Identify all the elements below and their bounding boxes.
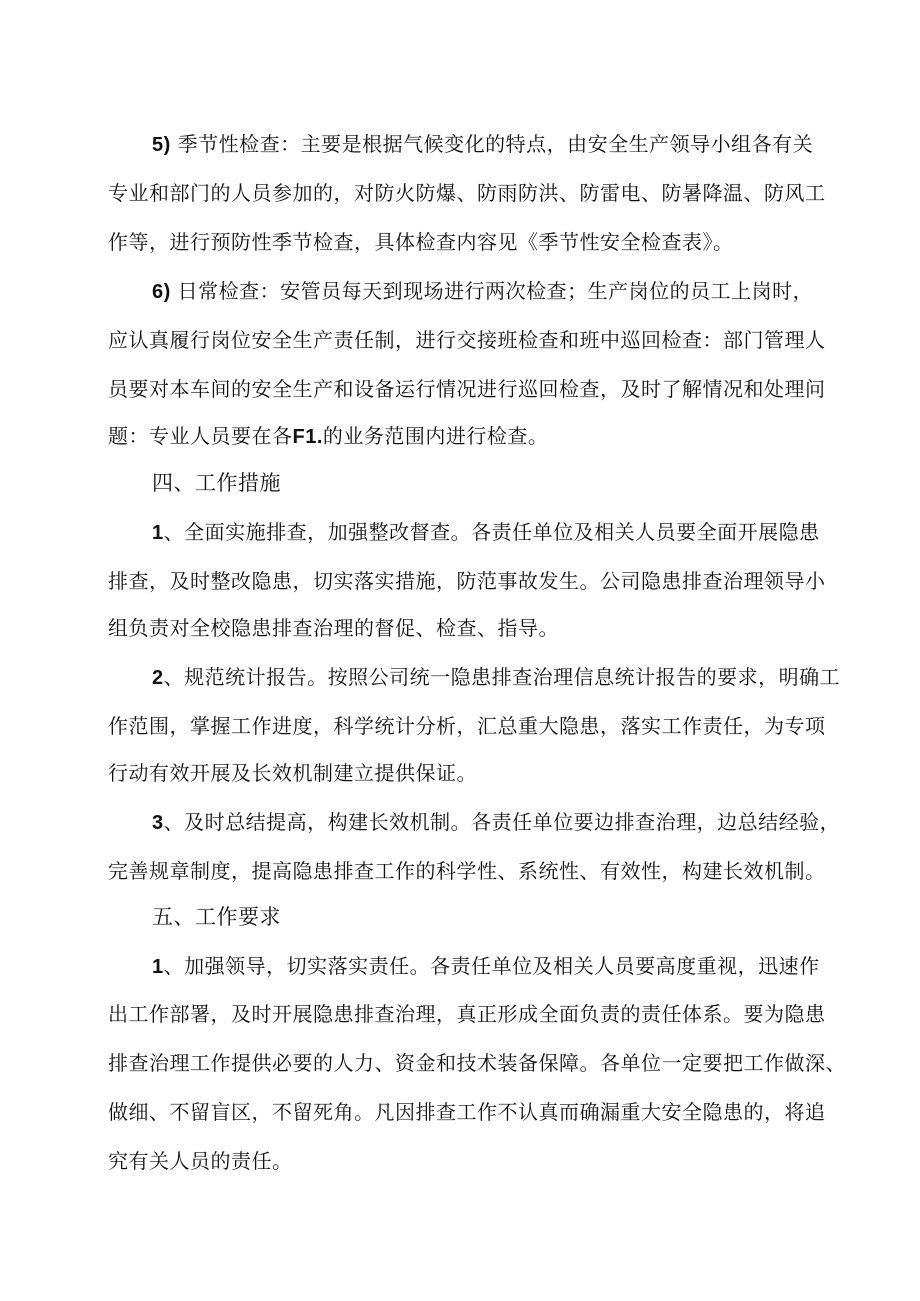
paragraph-line [152, 660, 840, 694]
paragraph-line: 专业和部门的人员参加的，对防火防爆、防雨防洪、防雷电、防暑降温、防风工 [108, 181, 826, 205]
item-number: 2 [152, 667, 164, 689]
paragraph-line: 排查，及时整改隐患，切实落实措施，防范事故发生。公司隐患排查治理领导小 [108, 569, 826, 593]
item-number: 6) [152, 281, 171, 303]
text: 、全面实施排查，加强整改督查。各责任单位及相关人员要全面开展隐患 [163, 520, 820, 544]
item-number: 1 [152, 522, 164, 544]
paragraph-line: 做细、不留盲区，不留死角。凡因排查工作不认真而确漏重大安全隐患的，将追 [108, 1100, 826, 1124]
item-number: 5) [152, 134, 171, 156]
paragraph-line [152, 274, 813, 308]
text: 的业务范围内进行检查。 [322, 424, 549, 448]
field-code: F1. [292, 426, 323, 448]
text: 、规范统计报告。按照公司统一隐患排查治理信息统计报告的要求，明确工 [163, 665, 841, 689]
section-heading: 五、工作要求 [152, 905, 281, 929]
paragraph-line: 完善规章制度，提高隐患排查工作的科学性、系统性、有效性，构建长效机制。 [108, 859, 826, 883]
text: 、及时总结提高，构建长效机制。各责任单位要边排查治理，边总结经验， [163, 810, 841, 834]
paragraph-line [152, 127, 813, 161]
text: 、加强领导，切实落实责任。各责任单位及相关人员要高度重视，迅速作 [163, 954, 820, 978]
paragraph-line: 出工作部署，及时开展隐患排查治理，真正形成全面负责的责任体系。要为隐患 [108, 1002, 826, 1026]
paragraph-line [152, 515, 820, 549]
paragraph-line: 组负责对全校隐患排查治理的督促、检查、指导。 [108, 616, 559, 640]
paragraph-line: 究有关人员的责任。 [108, 1149, 293, 1173]
paragraph-line: 员要对本车间的安全生产和设备运行情况进行巡回检查，及时了解情况和处理问 [108, 377, 826, 401]
paragraph-line: 行动有效开展及长效机制建立提供保证。 [108, 761, 477, 785]
paragraph-line: 作等，进行预防性季节检查，具体检查内容见《季节性安全检查表》。 [108, 230, 734, 254]
section-heading: 四、工作措施 [152, 471, 281, 495]
text: 日常检查：安管员每天到现场进行两次检查；生产岗位的员工上岗时， [170, 279, 814, 303]
text: 题：专业人员要在各 [108, 424, 293, 448]
text: 季节性检查：主要是根据气候变化的特点，由安全生产领导小组各有关 [170, 132, 814, 156]
paragraph-line [108, 419, 548, 453]
paragraph-line [152, 949, 820, 983]
item-number: 1 [152, 956, 164, 978]
paragraph-line: 作范围，掌握工作进度，科学统计分析，汇总重大隐患，落实工作责任，为专项 [108, 714, 826, 738]
paragraph-line: 应认真履行岗位安全生产责任制，进行交接班检查和班中巡回检查：部门管理人 [108, 328, 826, 352]
item-number: 3 [152, 812, 164, 834]
paragraph-line [152, 805, 840, 839]
paragraph-line: 排查治理工作提供必要的人力、资金和技术装备保障。各单位一定要把工作做深、 [108, 1051, 846, 1075]
